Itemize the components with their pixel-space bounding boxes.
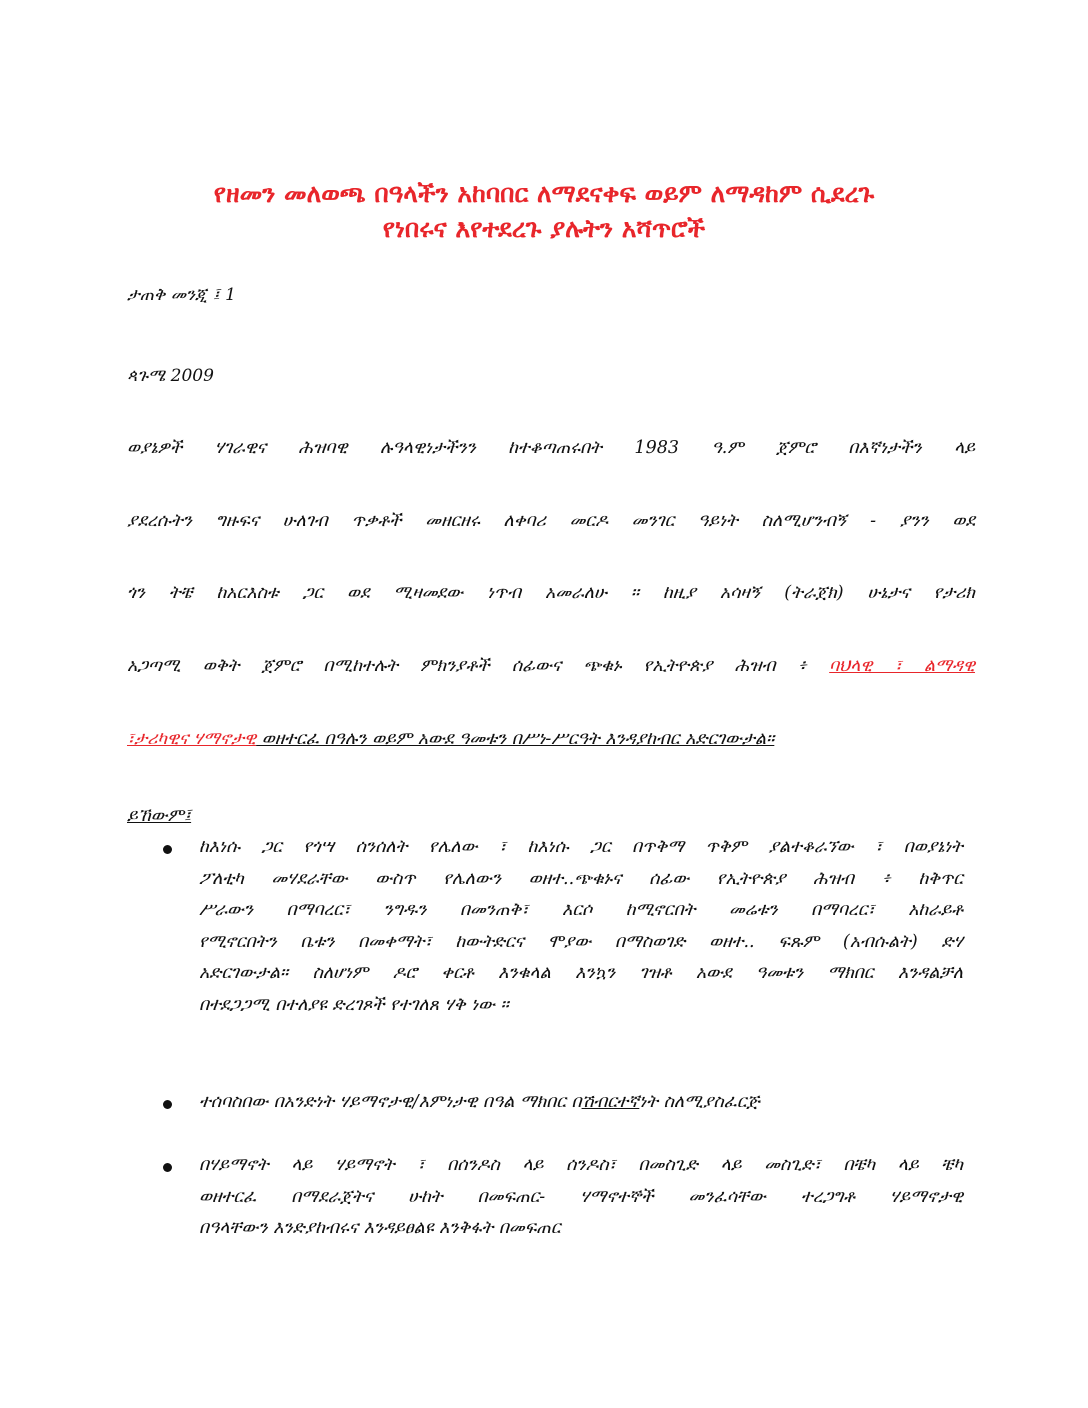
paragraph-line-4-text: አጋጣሚ ወቅት ጀምሮ በሚከተሉት ምክንያቶች ሰፊውና ጭቁኑ የኢትዮጵያ ሕዝብ ፥ <box>127 656 830 676</box>
bullet-text <box>199 1150 963 1245</box>
bullet-line: በዓላቸውን እንድያከብሩና እንዳይፀልዩ እንቅፋት በመፍጠር <box>199 1218 561 1238</box>
bullet-line-pre: ተሰባስበው በአንድነት ሃይማኖታዊ/እምነታዊ በዓል ማክበር በ <box>199 1092 582 1112</box>
intro-paragraph <box>127 438 975 758</box>
highlight-cultural: ባህላዊ ፣ ልማዳዊ <box>829 656 975 676</box>
paragraph-line-2: ያደረሱትን ግዙፍና ሁለገብ ጥቃቶች መዘርዘሩ ለቀባሪ መርዶ መንገር ዓይነት ስለሚሆንብኝ - ያንን ወደ <box>127 511 975 531</box>
bullet-line: በተደጋጋሚ በተለያዩ ድረገጾች የተገለጸ ሃቅ ነው ፡፡ <box>199 994 509 1015</box>
bullet-text <box>199 1087 963 1119</box>
bullet-icon <box>163 1163 172 1172</box>
bullet-line: ሥራውን በማባረር፣ ንግዱን በመንጠቅ፣ እርሶ ከሚኖርበት መሬቱን በማባረር፣ አከራይቶ <box>199 900 963 920</box>
underlined-term: ሽብርተኛ <box>581 1092 640 1112</box>
issue-number: ታጠቅ መንጂ ፤ 1 <box>127 285 236 305</box>
bullet-line: አድርገውታል። ስለሆነም ዶሮ ቀርቶ እንቁላል እንኳን ገዝቶ አውደ ዓመቱን ማክበር እንዳልቻለ <box>199 963 963 983</box>
paragraph-line-5 <box>127 729 975 749</box>
title-line-1: የዘመን መለወጫ በዓላችን አከባበር ለማደናቀፍ ወይም ለማዳከም ሲደረጉ <box>213 179 875 208</box>
date: ጳጉሜ 2009 <box>127 366 214 386</box>
bullet-icon <box>163 1100 172 1109</box>
title-line-2: የነበሩና እየተደረጉ ያሉትን አሻጥሮች <box>382 214 706 243</box>
bullet-line <box>199 1087 963 1119</box>
bullet-line: ወዘተርፈ በማደራጀትና ሁከት በመፍጠር- ሃማኖተኞች መንፈሳቸው ተረጋግቶ ሃይማኖታዊ <box>199 1186 963 1207</box>
highlight-religious: ፣ታሪካዊና ሃማኖታዊ <box>127 729 257 749</box>
paragraph-line-5-text: ወዘተርፈ በዓሉን ወይም አውደ ዓመቱን በሥነ-ሥርዓት እንዳያከብር አድርገውታል። <box>256 729 775 749</box>
bullet-icon <box>163 845 172 854</box>
bullet-line: በሃይማኖት ላይ ሃይማኖት ፣ በሰንዶስ ላይ ሰንዶስ፣ በመስጊድ ላይ መስጊድ፣ በቼካ ላይ ቼካ <box>199 1155 963 1175</box>
bullet-line: ከእነሱ ጋር የጎሣ ሰንሰለት የሌለው ፣ ከእነሱ ጋር በጥቅማ ጥቅም ያልተቆራኘው ፣ በወያኔነት <box>199 837 963 857</box>
bullet-line: ፖለቲካ መሃደራቸው ውስጥ የሌለውን ወዘተ..ጭቁኑና ሰፊው የኢትዮጵያ ሕዝብ ፥ ከቅጥር <box>199 868 963 889</box>
paragraph-line-1: ወያኔዎች ሃገራዊና ሕዝባዊ ሉዓላዊነታችንን ከተቆጣጠሩበት 1983 ዓ.ም ጀምሮ በእኛነታችን ላይ <box>127 438 975 458</box>
bullet-text <box>199 832 963 1021</box>
bullet-line: የሚኖርበትን ቤቱን በመቀማት፣ ከውትድርና ሞያው በማስወገድ ወዘተ.. ፍጹም (አብሱልት) ድሃ <box>199 931 963 952</box>
bullet-line-post: ነት ስለሚያስፈርጅ <box>639 1092 760 1112</box>
paragraph-line-4 <box>127 656 975 676</box>
paragraph-line-3: ጎን ትቼ ከአርእስቱ ጋር ወደ ሚዛመደው ነጥብ አመራለሁ ፡፡ ከዚያ አሳዛኝ (ትራጀክ) ሁኔታና የታሪክ <box>127 583 975 603</box>
list-intro: ይኸውም፤ <box>127 806 192 826</box>
